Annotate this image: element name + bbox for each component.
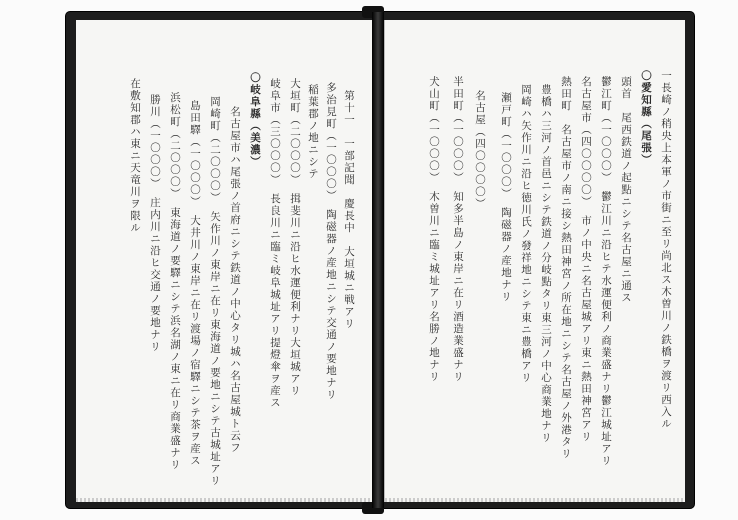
open-book bbox=[66, 12, 694, 508]
book-spine bbox=[372, 12, 384, 508]
text-column: 半田町（一〇〇〇） 知多半島ノ東岸ニ在リ酒造業盛ナリ bbox=[452, 76, 464, 383]
left-page bbox=[76, 20, 373, 502]
text-column: 一長崎ノ稍央上本軍ノ市街ニ至リ尚北ス木曽川ノ鉄橋ヲ渡リ西入ル bbox=[660, 70, 672, 430]
text-column: 頭首 尾西鉄道ノ起點ニシテ名古屋ニ通ス bbox=[620, 76, 632, 304]
text-column: 犬山町（一〇〇〇） 木曽川ニ臨ミ城址アリ名勝ノ地ナリ bbox=[428, 76, 440, 383]
text-column: 鬱江町（一〇〇〇） 鬱江川ニ沿ヒテ水運便利ノ商業盛ナリ鬱江城址アリ bbox=[600, 76, 612, 467]
right-page bbox=[384, 20, 685, 502]
text-column: 岡崎ハ矢作川ニ沿ヒ徳川氏ノ發祥地ニシテ東ニ豊橋アリ bbox=[520, 84, 532, 384]
section-heading: 〇愛知縣（尾張） bbox=[640, 70, 652, 166]
text-column: 熱田町 名古屋市ノ南ニ接シ熱田神宮ノ所在地ニシテ名古屋ノ外港タリ bbox=[560, 76, 572, 460]
text-column: 第十一 一部記聞 慶長中 大垣城ニ戦アリ bbox=[343, 90, 355, 330]
section-heading: 〇岐阜縣（美濃） bbox=[249, 72, 261, 168]
text-column: 島田驛（一〇〇〇） 大井川ノ東岸ニ在リ渡場ノ宿驛ニシテ茶ヲ産ス bbox=[189, 100, 201, 467]
text-column: 岡崎町（二〇〇〇） 矢作川ノ東岸ニ在リ東海道ノ要地ニシテ古城址アリ bbox=[209, 96, 221, 487]
text-column: 岐阜市（三〇〇〇） 長良川ニ臨ミ岐阜城址アリ提燈傘ヲ産ス bbox=[269, 78, 281, 409]
text-column: 名古屋（四〇〇〇〇） bbox=[474, 90, 486, 210]
text-column: 在敷知郡ハ東ニ天竜川ヲ限ル bbox=[129, 78, 141, 234]
text-column: 多治見町（一〇〇〇） 陶磁器ノ産地ニシテ交通ノ要地ナリ bbox=[325, 82, 337, 401]
page-edge bbox=[76, 498, 372, 502]
text-column: 瀬戸町（一〇〇〇） 陶磁器ノ産地ナリ bbox=[500, 92, 512, 303]
text-column: 勝川（一〇〇〇） 庄内川ニ沿ヒ交通ノ要地ナリ bbox=[149, 94, 161, 353]
text-column: 名古屋市（四〇〇〇〇） 市ノ中央ニ名古屋城アリ東ニ熱田神宮アリ bbox=[580, 76, 592, 443]
text-column: 稲葉郡ノ地ニシテ bbox=[307, 84, 319, 180]
page-edge bbox=[385, 498, 685, 502]
text-column: 浜松町（二〇〇〇） 東海道ノ要驛ニシテ浜名湖ノ東ニ在リ商業盛ナリ bbox=[169, 92, 181, 471]
text-column: 豊橋ハ三河ノ首邑ニシテ鉄道ノ分岐點タリ東三河ノ中心商業地ナリ bbox=[540, 84, 552, 444]
text-column: 大垣町（二〇〇〇） 揖斐川ニ沿ヒ水運便利ナリ大垣城アリ bbox=[289, 78, 301, 397]
text-column: 名古屋市ハ尾張ノ首府ニシテ鉄道ノ中心タリ城ハ名古屋城ト云フ bbox=[229, 106, 241, 454]
